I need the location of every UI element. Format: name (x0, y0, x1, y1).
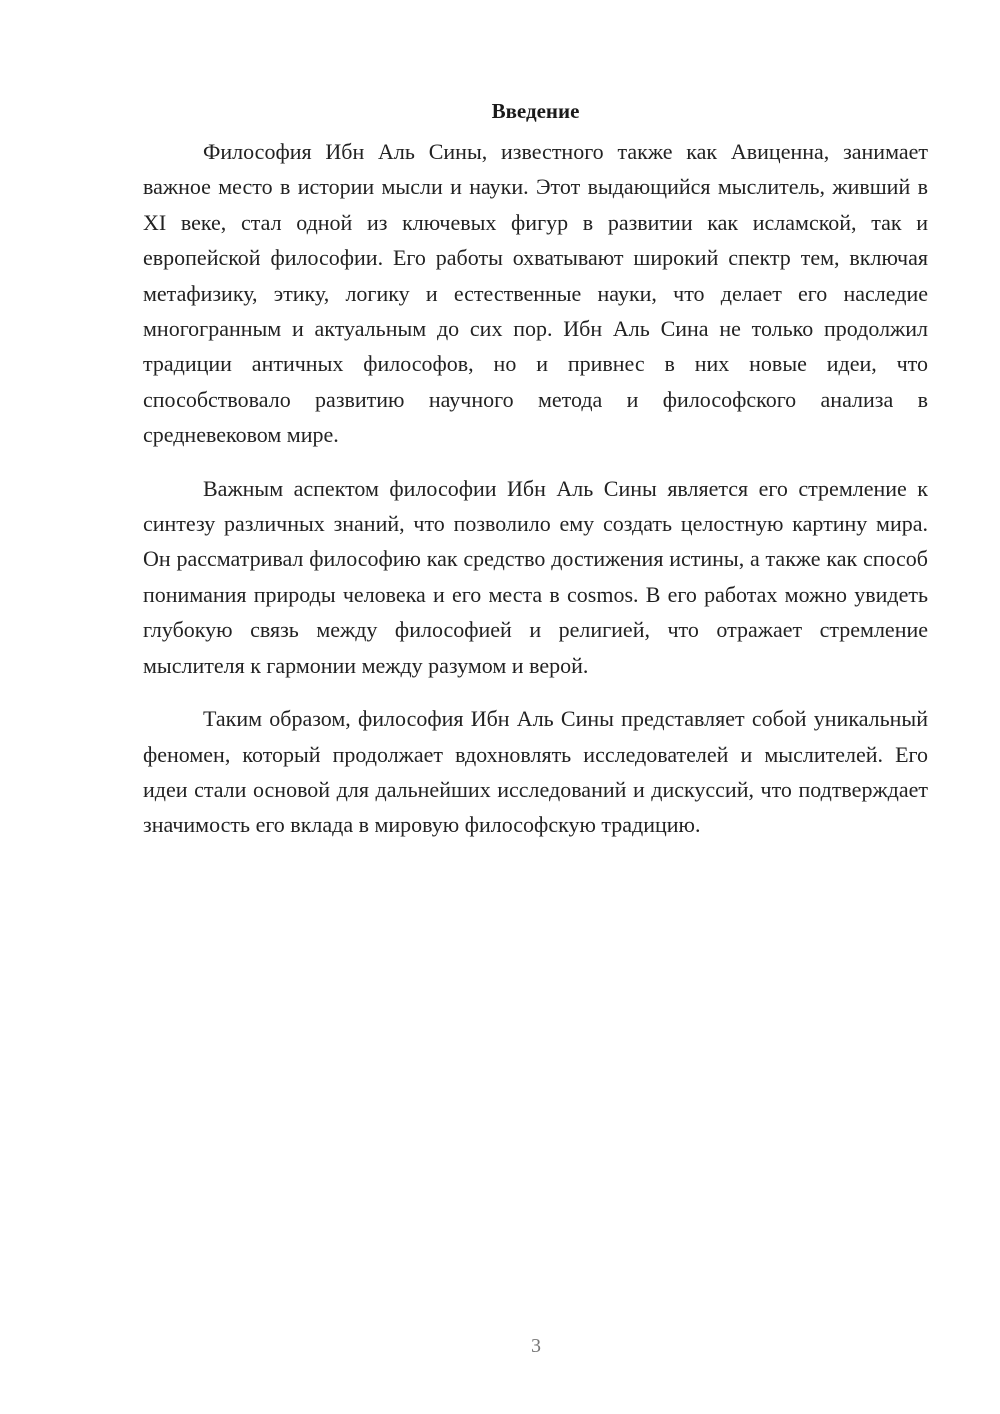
page-content (143, 96, 928, 861)
paragraph-2: Важным аспектом философии Ибн Аль Сины является его стремление к синтезу различных знаний, что позволило ему создать целостную картину мира. Он рассматривал философию как средство достижения истины, а также как способ понимания природы человека и его места в cosmos. В его работах можно увидеть глубокую связь между философией и религией, что отражает стремление мыслителя к гармонии между разумом и верой. (143, 475, 928, 678)
section-heading: Введение (491, 99, 580, 123)
paragraph-1: Философия Ибн Аль Сины, известного также как Авиценна, занимает важное место в истории мысли и науки. Этот выдающийся мыслитель, живший в XI веке, стал одной из ключевых фигур в развитии как исламской, так и европейской философии. Его работы охватывают широкий спектр тем, включая метафизику, этику, логику и естественные науки, что делает его наследие многогранным и актуальным до сих пор. Ибн Аль Сина не только продолжил традиции античных философов, но и привнес в них новые идеи, что способствовало развитию научного метода и философского анализа в средневековом мире. (143, 139, 928, 448)
page-number: 3 (531, 1335, 541, 1357)
paragraph-3: Таким образом, философия Ибн Аль Сины представляет собой уникальный феномен, который продолжает вдохновлять исследователей и мыслителей. Его идеи стали основой для дальнейших исследований и дискуссий, что подтверждает значимость его вклада в мировую философскую традицию. (143, 706, 928, 838)
